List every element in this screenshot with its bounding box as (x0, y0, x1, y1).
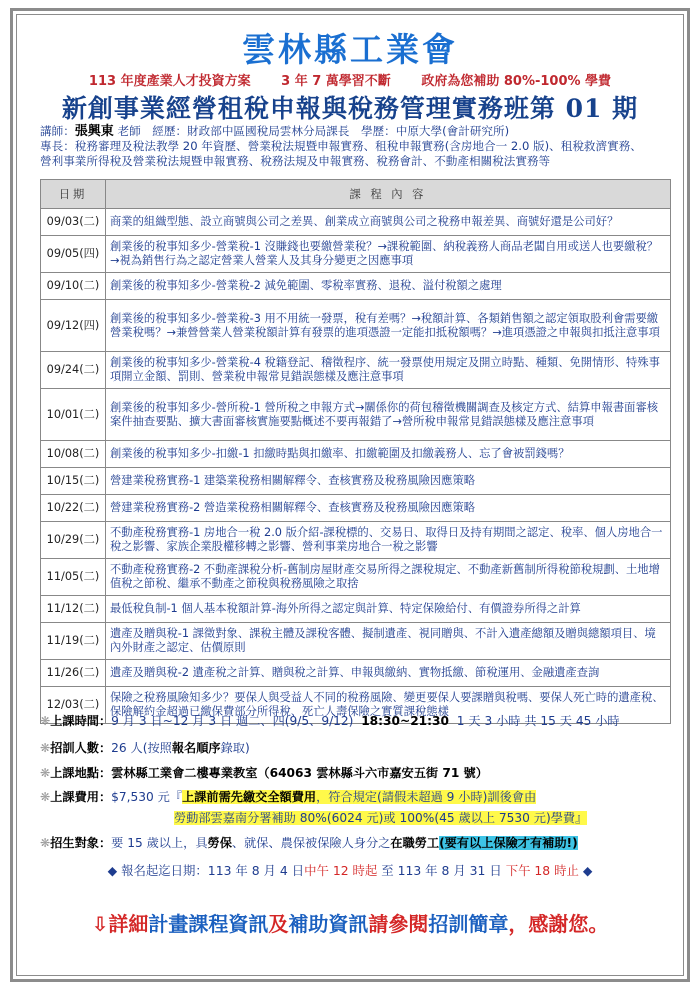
row-date: 11/26(二) (41, 660, 106, 687)
row-content: 遺產及贈與稅-2 遺產稅之計算、贈與稅之計算、申報與繳納、實物抵繳、節稅運用、金融遺產查詢 (106, 660, 671, 687)
lecturer-line (40, 124, 670, 139)
lecturer-spec-1: 專長：稅務審理及稅法教學 20 年資歷、營業稅法規暨申報實務、租稅申報實務(含房地合一 2.0 版)、租稅救濟實務、 (40, 139, 642, 153)
row-content: 創業後的稅事知多少-營所稅-1 營所稅之申報方式→關係你的荷包稽徵機關調查及核定方式、結算申報書面審核案件抽查要點、擴大書面審核實施要點概述不要再報錯了→營所稅申報常見錯誤態樣及應注意事項 (106, 389, 671, 441)
target-label: 招生對象： (50, 836, 112, 850)
row-content: 不動產稅務實務-1 房地合一稅 2.0 版介紹-課稅標的、交易日、取得日及持有期間之認定、稅率、個人房地合一稅之影響、家族企業股權移轉之影響、營利事業房地合一稅之影響 (106, 522, 671, 559)
target-value-d: 在職勞工 (390, 836, 440, 850)
table-row (41, 468, 671, 495)
info-people (40, 739, 680, 756)
subtitle-subsidy: 政府為您補助 80%-100% 學費 (421, 74, 612, 89)
row-date: 10/01(二) (41, 389, 106, 441)
people-value-b: 報名順序 (171, 741, 221, 755)
footer-part-5: 請參閱 (368, 912, 429, 936)
row-content: 創業後的稅事知多少-營業稅-2 減免範圍、零稅率實務、退稅、溢付稅額之處理 (106, 273, 671, 300)
footer-part-6: 招訓簡章 (428, 912, 509, 936)
info-place (40, 764, 680, 781)
row-date: 10/15(二) (41, 468, 106, 495)
row-date: 09/12(四) (41, 300, 106, 352)
footer-part-3: 及 (268, 912, 289, 936)
table-row (41, 522, 671, 559)
info-target (40, 834, 680, 851)
target-value-e: (要有以上保險才有補助!) (439, 836, 578, 850)
down-arrow-icon: ⇩ (91, 912, 109, 936)
bullet-icon: ❋ (40, 714, 51, 728)
row-content: 創業後的稅事知多少-營業稅-3 用不用統一發票，稅有差嗎？→稅額計算、各類銷售額之認定領取股利會需要繳營業稅嗎？→兼營營業人營業稅額計算有發票的進項憑證一定能扣抵稅額嗎？→進項憑證之申報與扣抵注意事項 (106, 300, 671, 352)
fee-value: $7,530 元『 (111, 790, 183, 804)
footer-part-4: 補助資訊 (288, 912, 369, 936)
fee-rule: ，符合規定(請假未超過 9 小時)訓後會由 (316, 790, 537, 804)
lecturer-info (40, 124, 670, 169)
lecturer-title: 老師 經歷：財政部中區國稅局雲林分局課長 學歷：中原大學(會計研究所) (113, 124, 510, 138)
table-row (41, 209, 671, 236)
row-content: 創業後的稅事知多少-營業稅-4 稅籍登記、稽徵程序、統一發票使用規定及開立時點、種類、免開情形、特殊事項開立金額、罰則、營業稅申報常見錯誤態樣及應注意事項 (106, 352, 671, 389)
deadline-c: 至 113 年 8 月 31 日 (377, 863, 506, 878)
row-date: 09/05(四) (41, 236, 106, 273)
row-date: 09/03(二) (41, 209, 106, 236)
diamond-icon: ◆ (107, 863, 122, 878)
row-date: 11/19(二) (41, 623, 106, 660)
time-hours: 18:30~21:30 (361, 714, 449, 728)
fee-line-2: 勞動部雲嘉南分署補助 80%(6024 元)或 100%(45 歲以上 7530 元)學費』 (174, 811, 588, 825)
schedule-body (41, 209, 671, 724)
info-fee (40, 787, 680, 829)
subtitle-program: 113 年度產業人才投資方案 (88, 74, 251, 89)
fee-notice: 上課前需先繳交全額費用 (182, 790, 317, 804)
table-header-row (41, 180, 671, 209)
bullet-icon: ❋ (40, 790, 51, 804)
schedule-table (40, 179, 671, 724)
lecturer-name: 張興東 (74, 124, 114, 139)
place-label: 上課地點： (50, 766, 112, 780)
row-content: 營建業稅務實務-1 建築業稅務相關解釋令、查核實務及稅務風險因應策略 (106, 468, 671, 495)
row-content: 創業後的稅事知多少-扣繳-1 扣繳時點與扣繳率、扣繳範圍及扣繳義務人、忘了會被罰錢嗎？ (106, 441, 671, 468)
lecturer-label: 講師： (40, 124, 75, 138)
footer-part-1: 詳細 (108, 912, 149, 936)
row-content: 遺產及贈與稅-1 課徵對象、課稅主體及課稅客體、擬制遺產、視同贈與、不計入遺產總額及贈與總額項目、境內外財產之認定、估價原則 (106, 623, 671, 660)
table-row (41, 660, 671, 687)
table-row (41, 352, 671, 389)
table-row (41, 389, 671, 441)
target-value-b: 勞保 (207, 836, 232, 850)
table-row (41, 273, 671, 300)
bullet-icon: ❋ (40, 836, 51, 850)
table-row (41, 300, 671, 352)
deadline-a: 報名起迄日期：113 年 8 月 4 日 (121, 863, 305, 878)
header-date: 日期 (41, 180, 106, 209)
row-content: 不動產稅務實務-2 不動產課稅分析-舊制房屋財產交易所得之課稅規定、不動產新舊制所得稅節稅規劃、土地增值稅之節稅、繼承不動產之節稅與稅務風險之取捨 (106, 559, 671, 596)
row-date: 10/29(二) (41, 522, 106, 559)
fee-label: 上課費用： (50, 790, 112, 804)
deadline-b: 中午 12 時起 (304, 863, 378, 878)
table-row (41, 441, 671, 468)
table-row (41, 559, 671, 596)
place-value: 雲林縣工業會二樓專業教室（64063 雲林縣斗六市嘉安五街 71 號） (111, 766, 488, 780)
row-content: 保險之稅務風險知多少？要保人與受益人不同的稅務風險、變更要保人要課贈與稅嗎、要保人死亡時的遺產稅、保險解約金超過已繳保費部分所得稅、死亡人壽保險之實質課稅態樣 (106, 687, 671, 724)
row-date: 11/12(二) (41, 596, 106, 623)
row-date: 09/10(二) (41, 273, 106, 300)
info-time (40, 712, 680, 729)
deadline-d: 下午 18 時止 (505, 863, 579, 878)
diamond-icon: ◆ (578, 863, 593, 878)
row-date: 09/24(二) (41, 352, 106, 389)
row-content: 最低稅負制-1 個人基本稅額計算-海外所得之認定與計算、特定保險給付、有價證券所得之計算 (106, 596, 671, 623)
lecturer-spec-2: 營利事業所得稅及營業稅法規暨申報實務、稅務法規及申報實務、稅務會計、不動產相關稅法實務等 (40, 154, 551, 168)
registration-deadline (0, 861, 700, 879)
row-date: 10/08(二) (41, 441, 106, 468)
footer-note (0, 908, 700, 937)
bullet-icon: ❋ (40, 741, 51, 755)
subtitle (0, 70, 700, 89)
time-total: 1 天 3 小時 共 15 天 45 小時 (456, 714, 620, 728)
target-value-c: 、就保、農保被保險人身分之 (231, 836, 391, 850)
table-row (41, 495, 671, 522)
table-row (41, 236, 671, 273)
row-date: 11/05(二) (41, 559, 106, 596)
people-value-c: 錄取) (220, 741, 250, 755)
table-row (41, 623, 671, 660)
row-content: 營建業稅務實務-2 營造業稅務相關解釋令、查核實務及稅務風險因應策略 (106, 495, 671, 522)
org-name: 雲林縣工業會 (242, 30, 458, 69)
time-value: 9 月 3 日~12 月 3 日 週二、四(9/5、9/12) (111, 714, 354, 728)
row-content: 創業後的稅事知多少-營業稅-1 沒賺錢也要繳營業稅？→課稅範圍、納稅義務人商品老闆自用或送人也要繳稅？→視為銷售行為之認定營業人營業人及其身分變更之因應事項 (106, 236, 671, 273)
row-date: 10/22(二) (41, 495, 106, 522)
footer-part-7: ，感謝您。 (508, 912, 609, 936)
subtitle-slogan: 3 年 7 萬學習不斷 (281, 74, 391, 89)
people-value-a: 26 人(按照 (111, 741, 172, 755)
course-title: 新創事業經營租稅申報與稅務管理實務班第 01 期 (61, 94, 639, 123)
row-content: 商業的組織型態、設立商號與公司之差異、創業成立商號與公司之稅務申報差異、商號好還是公司好？ (106, 209, 671, 236)
table-row (41, 596, 671, 623)
people-label: 招訓人數： (50, 741, 112, 755)
row-date: 12/03(二) (41, 687, 106, 724)
target-value-a: 要 15 歲以上，具 (111, 836, 208, 850)
footer-part-2: 計畫課程資訊 (148, 912, 269, 936)
time-label: 上課時間： (50, 714, 112, 728)
bullet-icon: ❋ (40, 766, 51, 780)
header-content: 課 程 內 容 (106, 180, 671, 209)
